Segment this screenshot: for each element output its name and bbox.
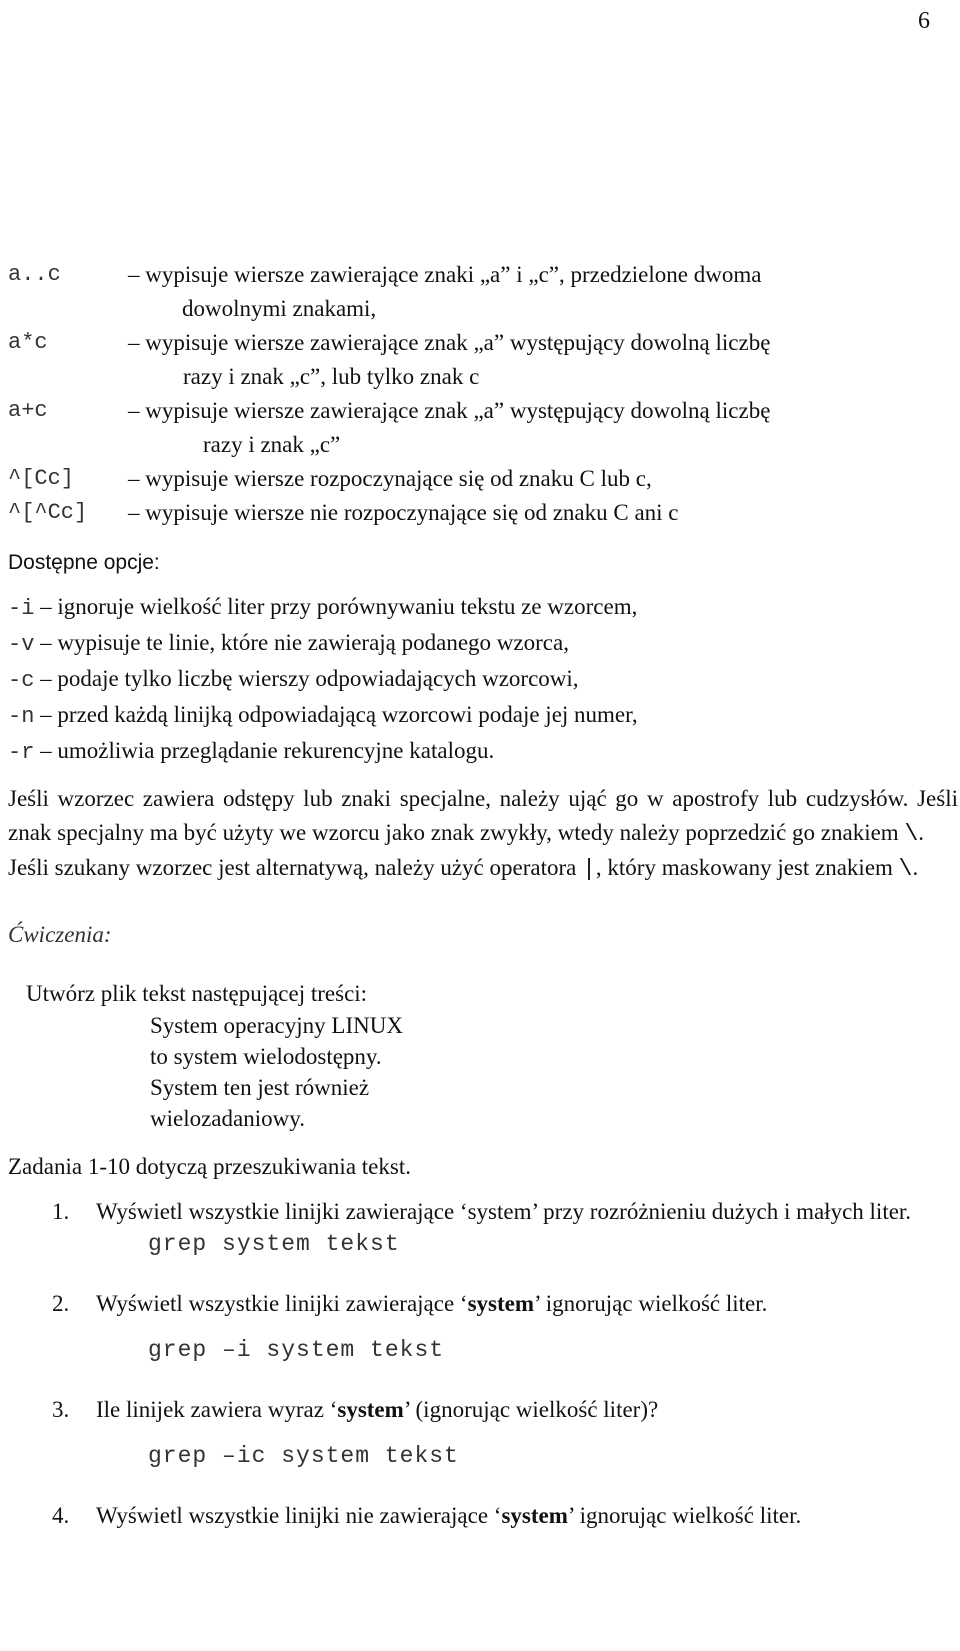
task-command: grep –ic system tekst (148, 1443, 459, 1469)
file-content-line: System operacyjny LINUX (150, 1013, 403, 1038)
task-number: 2. (52, 1291, 70, 1316)
task-text-bold: system (501, 1503, 568, 1528)
regex-desc-line: – wypisuje wiersze zawierające znak „a” występujący dowolną liczbę (128, 398, 771, 423)
task-text-part: Wyświetl wszystkie linijki nie zawierające ‘ (96, 1503, 502, 1528)
paragraph-text: . (912, 855, 919, 880)
task-text-part: ’ ignorując wielkość liter. (534, 1291, 768, 1316)
page-number: 6 (918, 8, 930, 34)
options-list (8, 590, 958, 770)
task-intro: Utwórz plik tekst następującej treści: (26, 981, 368, 1006)
option-code: -r (8, 740, 35, 765)
task-text (96, 1288, 958, 1384)
alternative-paragraph (8, 851, 958, 886)
option-item (8, 590, 958, 626)
task-item (8, 1500, 958, 1532)
regex-code: a+c (8, 398, 48, 423)
task-text (96, 1394, 958, 1490)
task-item (8, 1288, 958, 1384)
option-desc: – przed każdą linijką odpowiadającą wzorcowi podaje jej numer, (34, 702, 638, 727)
tasks-heading: Zadania 1-10 dotyczą przeszukiwania tekst. (8, 1154, 411, 1179)
paragraph-text: . (918, 820, 924, 845)
option-item (8, 698, 958, 734)
task-item (8, 1394, 958, 1490)
task-text-part: Wyświetl wszystkie linijki zawierające ‘system’ przy rozróżnieniu dużych i małych liter. (96, 1199, 912, 1224)
file-content-line: to system wielodostępny. (150, 1044, 382, 1069)
task-text-part: ’ (ignorując wielkość liter)? (403, 1397, 659, 1422)
task-list (8, 1196, 958, 1532)
task-number: 1. (52, 1199, 70, 1224)
option-desc: – wypisuje te linie, które nie zawierają podanego wzorca, (34, 630, 569, 655)
option-code: -v (8, 632, 35, 657)
task-text (96, 1196, 958, 1278)
regex-desc-line: dowolnymi znakami, (182, 296, 377, 321)
task-command: grep system tekst (148, 1231, 400, 1257)
options-heading: Dostępne opcje: (8, 551, 160, 574)
option-desc: – podaje tylko liczbę wierszy odpowiadających wzorcowi, (34, 666, 579, 691)
option-code: -n (8, 704, 35, 729)
task-text-part: Ile linijek zawiera wyraz ‘ (96, 1397, 338, 1422)
escape-paragraph (8, 782, 958, 851)
regex-desc-line: – wypisuje wiersze rozpoczynające się od znaku C lub c, (128, 466, 652, 491)
task-text-part: ’ ignorując wielkość liter. (567, 1503, 802, 1528)
task-text (96, 1500, 958, 1532)
task-text-part: Wyświetl wszystkie linijki zawierające ‘ (96, 1291, 468, 1316)
regex-desc (128, 462, 958, 496)
option-item (8, 734, 958, 770)
regex-desc-line: razy i znak „c” (203, 432, 341, 457)
regex-row (8, 496, 958, 530)
option-item (8, 626, 958, 662)
task-text-bold: system (337, 1397, 404, 1422)
regex-row (8, 326, 958, 394)
option-code: -c (8, 668, 35, 693)
regex-code: ^[^Cc] (8, 500, 88, 525)
task-number: 4. (52, 1503, 70, 1528)
regex-table (8, 258, 958, 530)
paragraph-text: Jeśli szukany wzorzec jest alternatywą, należy użyć operatora (8, 855, 583, 880)
inline-code: | (582, 856, 596, 882)
task-number: 3. (52, 1397, 70, 1422)
regex-code: ^[Cc] (8, 466, 75, 491)
option-code: -i (8, 596, 35, 621)
regex-desc-line: – wypisuje wiersze zawierające znaki „a” i „c”, przedzielone dwoma (128, 262, 762, 287)
task-text-bold: system (467, 1291, 535, 1316)
regex-desc (128, 394, 958, 462)
regex-row (8, 394, 958, 462)
regex-desc (128, 258, 958, 326)
regex-desc-line: razy i znak „c”, lub tylko znak c (183, 364, 480, 389)
exercises-heading: Ćwiczenia: (8, 922, 112, 947)
paragraph-text: Jeśli wzorzec zawiera odstępy lub znaki specjalne, należy ująć go w apostrofy lub cudzysłów. Jeśli znak specjalny ma być użyty we wzorcu jako znak zwykły, wtedy należy poprzedzić go znakiem (8, 786, 958, 845)
task-item (8, 1196, 958, 1278)
regex-row (8, 462, 958, 496)
paragraph-text: , który maskowany jest znakiem (595, 855, 899, 880)
regex-desc (128, 496, 958, 530)
regex-desc-line: – wypisuje wiersze nie rozpoczynające się od znaku C ani c (128, 500, 679, 525)
regex-desc (128, 326, 958, 394)
regex-row (8, 258, 958, 326)
task-command: grep –i system tekst (148, 1337, 445, 1363)
regex-desc-line: – wypisuje wiersze zawierające znak „a” występujący dowolną liczbę (128, 330, 771, 355)
file-content (8, 1010, 958, 1134)
regex-code: a*c (8, 330, 48, 355)
option-desc: – umożliwia przeglądanie rekurencyjne katalogu. (34, 738, 495, 763)
inline-code: \ (898, 856, 913, 882)
document-body (8, 258, 958, 1542)
inline-code: \ (904, 821, 919, 847)
option-item (8, 662, 958, 698)
file-content-line: wielozadaniowy. (150, 1106, 305, 1131)
regex-code: a..c (8, 262, 61, 287)
option-desc: – ignoruje wielkość liter przy porównywaniu tekstu ze wzorcem, (34, 594, 638, 619)
file-content-line: System ten jest również (150, 1075, 370, 1100)
